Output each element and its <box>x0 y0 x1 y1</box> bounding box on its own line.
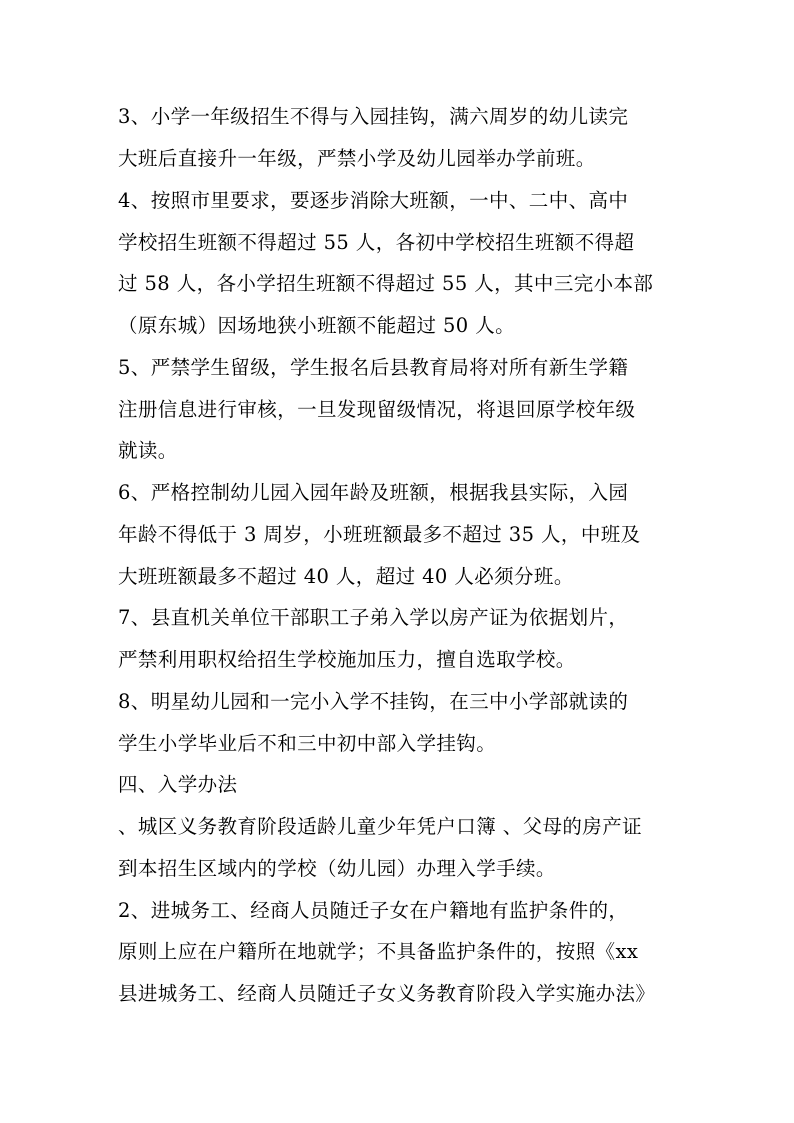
text-line: 严禁利用职权给招生学校施加压力，擅自选取学校。 <box>118 648 576 671</box>
text-line: 4、按照市里要求，要逐步消除大班额，一中、二中、高中 <box>118 189 629 212</box>
text-line: 到本招生区域内的学校（幼儿园）办理入学手续。 <box>118 857 556 880</box>
text-line: 5、严禁学生留级，学生报名后县教育局将对所有新生学籍 <box>118 356 629 379</box>
text-line: （原东城）因场地狭小班额不能超过 50 人。 <box>118 314 516 337</box>
text-line: 过 58 人，各小学招生班额不得超过 55 人，其中三完小本部 <box>118 272 654 295</box>
text-line: 2、进城务工、经商人员随迁子女在户籍地有监护条件的， <box>118 899 629 922</box>
text-line: 7、县直机关单位干部职工子弟入学以房产证为依据划片， <box>118 606 629 629</box>
text-line: 注册信息进行审核，一旦发现留级情况，将退回原学校年级 <box>118 398 636 421</box>
text-line: 大班班额最多不超过 40 人，超过 40 人必须分班。 <box>118 565 574 588</box>
text-line: 6、严格控制幼儿园入园年龄及班额，根据我县实际，入园 <box>118 481 629 504</box>
text-line: 县进城务工、经商人员随迁子女义务教育阶段入学实施办法》 <box>118 982 656 1005</box>
text-line: 学校招生班额不得超过 55 人，各初中学校招生班额不得超 <box>118 231 635 254</box>
text-line: 8、明星幼儿园和一完小入学不挂钩，在三中小学部就读的 <box>118 690 629 713</box>
text-line: 、城区义务教育阶段适龄儿童少年凭户口簿 、父母的房产证 <box>118 815 642 838</box>
text-line: 大班后直接升一年级，严禁小学及幼儿园举办学前班。 <box>118 147 596 170</box>
section-heading: 四、入学办法 <box>118 773 238 796</box>
text-line: 学生小学毕业后不和三中初中部入学挂钩。 <box>118 732 497 755</box>
text-line: 就读。 <box>118 439 178 462</box>
text-line: 年龄不得低于 3 周岁，小班班额最多不超过 35 人，中班及 <box>118 523 641 546</box>
text-line: 3、小学一年级招生不得与入园挂钩，满六周岁的幼儿读完 <box>118 105 629 128</box>
text-line: 原则上应在户籍所在地就学；不具备监护条件的，按照《xx <box>118 940 639 963</box>
